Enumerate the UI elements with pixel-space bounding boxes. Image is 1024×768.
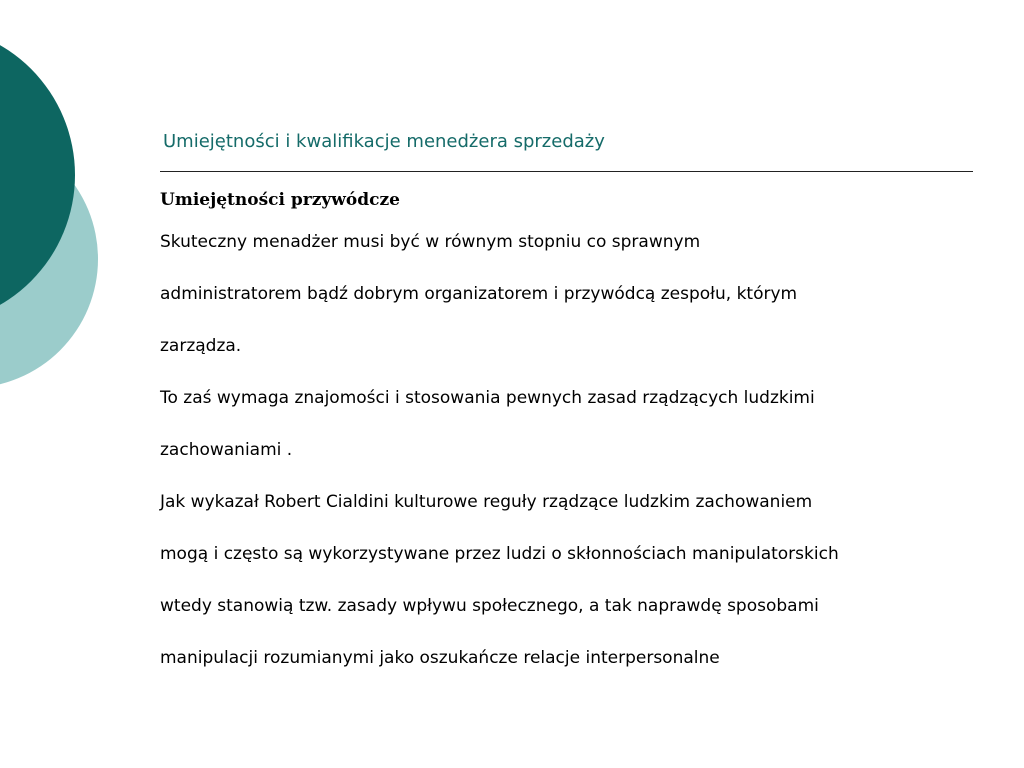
text-line: zachowaniami . [160,440,293,460]
paragraph [160,476,990,684]
text-line: Jak wykazał Robert Cialdini kulturowe reguły rządzące ludzkim zachowaniem [160,492,813,512]
title-divider [160,171,973,172]
section-heading: Umiejętności przywódcze [160,190,400,210]
text-line: wtedy stanowią tzw. zasady wpływu społecznego, a tak naprawdę sposobami [160,596,819,616]
text-line: administratorem bądź dobrym organizatorem i przywódcą zespołu, którym [160,284,798,304]
text-line: manipulacji rozumianymi jako oszukańcze relacje interpersonalne [160,648,720,668]
text-line: zarządza. [160,336,242,356]
text-line: To zaś wymaga znajomości i stosowania pewnych zasad rządzących ludzkimi [160,388,815,408]
text-line: Skuteczny menadżer musi być w równym stopniu co sprawnym [160,232,701,252]
paragraph [160,216,990,372]
slide-body [160,187,990,684]
slide-title: Umiejętności i kwalifikacje menedżera sprzedaży [163,131,605,152]
text-line: mogą i często są wykorzystywane przez ludzi o skłonnościach manipulatorskich [160,544,839,564]
paragraph [160,372,990,476]
